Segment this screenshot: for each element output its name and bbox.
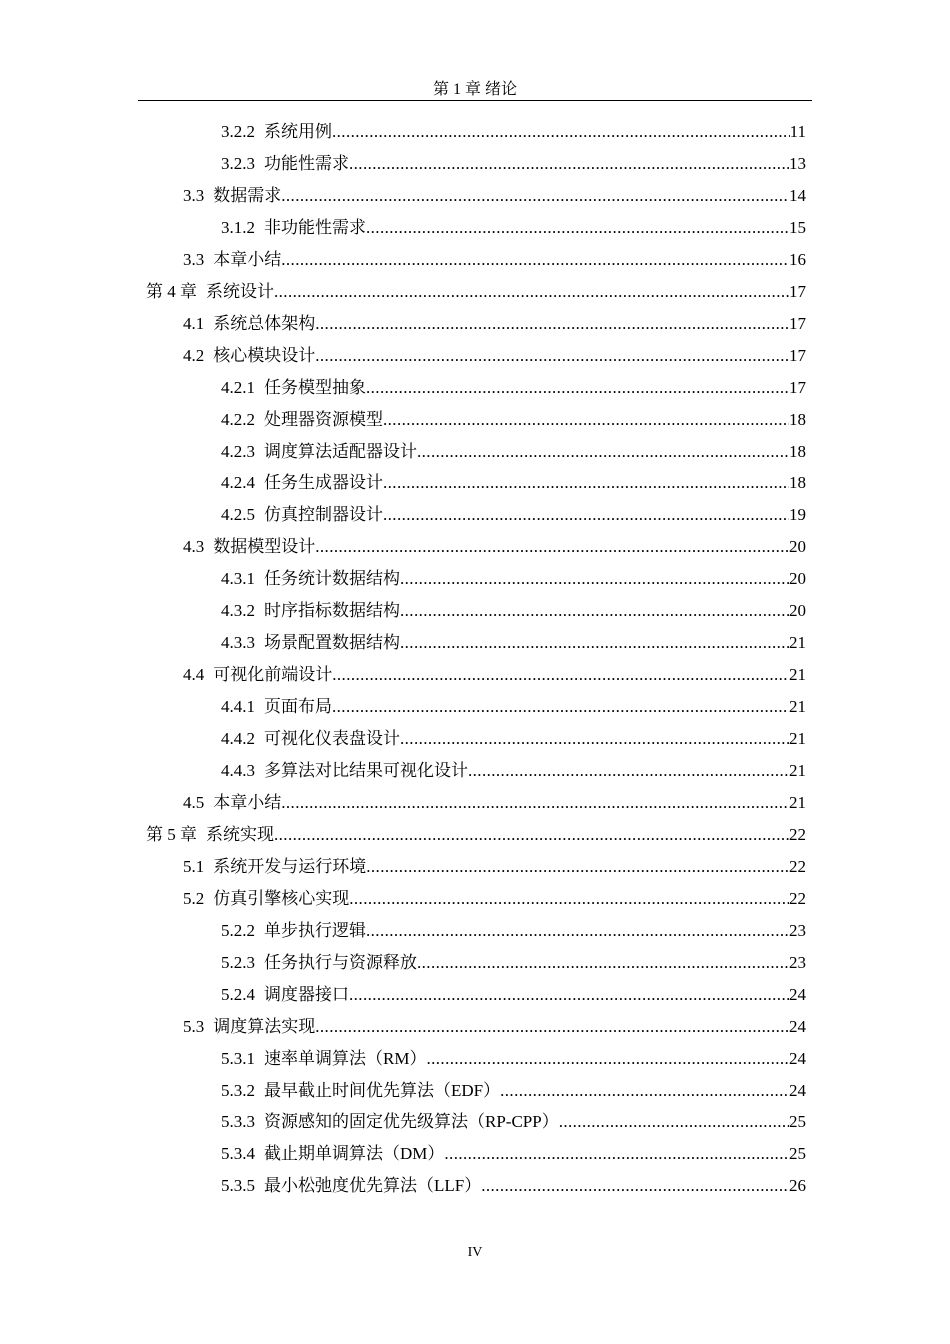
toc-entry-page: 25: [789, 1112, 806, 1132]
toc-entry[interactable]: [221, 915, 806, 947]
toc-dot-leader: [332, 116, 790, 148]
toc-dot-leader: [366, 212, 789, 244]
toc-entry-number: 4.4.1: [221, 697, 255, 717]
toc-dot-leader: [274, 819, 789, 851]
toc-entry[interactable]: [221, 947, 806, 979]
toc-dot-leader: [400, 723, 789, 755]
toc-entry-title: 功能性需求: [264, 153, 349, 173]
toc-entry-number: 4.3.1: [221, 569, 255, 589]
toc-entry[interactable]: [221, 116, 806, 148]
toc-entry[interactable]: [221, 1043, 806, 1075]
toc-entry-page: 21: [789, 761, 806, 780]
toc-entry-title: 系统总体架构: [213, 313, 316, 333]
toc-entry-page: 15: [789, 217, 806, 237]
toc-entry[interactable]: [221, 563, 806, 595]
toc-entry-page: 24: [789, 1016, 806, 1036]
toc-entry-title: 系统设计: [206, 281, 274, 301]
toc-dot-leader: [559, 1106, 789, 1138]
toc-entry[interactable]: [183, 851, 806, 883]
toc-entry-page: 21: [789, 697, 806, 717]
toc-entry[interactable]: [221, 979, 806, 1011]
toc-entry-page: 17: [789, 345, 806, 365]
toc-entry-number: 4.2.3: [221, 441, 255, 461]
toc-entry-page: 19: [789, 505, 806, 525]
toc-entry-number: 3.2.3: [221, 153, 255, 173]
toc-dot-leader: [444, 1138, 789, 1170]
toc-entry-number: 4.2.2: [221, 409, 255, 429]
toc-dot-leader: [315, 1011, 789, 1043]
toc-dot-leader: [400, 563, 789, 595]
toc-entry[interactable]: [221, 212, 806, 244]
toc-entry-title: 任务生成器设计: [264, 473, 383, 493]
toc-entry-number: 4.3: [183, 537, 205, 557]
toc-entry[interactable]: [183, 659, 806, 691]
toc-entry-title: 速率单调算法（RM）: [264, 1048, 427, 1068]
toc-entry[interactable]: [183, 244, 806, 276]
toc-entry-number: 第 5 章: [146, 824, 197, 844]
toc-dot-leader: [426, 1043, 789, 1075]
toc-entry-number: 5.3.2: [221, 1080, 255, 1100]
toc-entry-title: 调度算法实现: [213, 1016, 316, 1036]
toc-entry-number: 4.1: [183, 313, 205, 333]
toc-entry-page: 26: [789, 1176, 806, 1196]
toc-entry-page: 23: [789, 952, 806, 972]
toc-dot-leader: [332, 659, 789, 691]
toc-entry-page: 16: [789, 249, 806, 269]
toc-dot-leader: [315, 308, 789, 340]
toc-entry[interactable]: [221, 1106, 806, 1138]
toc-entry[interactable]: [221, 595, 806, 627]
toc-entry-page: 22: [789, 856, 806, 876]
toc-entry-title: 资源感知的固定优先级算法（RP-CPP）: [264, 1112, 559, 1132]
toc-entry[interactable]: [183, 787, 806, 819]
toc-dot-leader: [383, 404, 789, 436]
toc-entry-title: 最早截止时间优先算法（EDF）: [264, 1080, 501, 1100]
toc-entry-number: 4.2.1: [221, 377, 255, 397]
toc-entry-title: 非功能性需求: [264, 217, 366, 237]
toc-dot-leader: [417, 436, 789, 468]
toc-entry-title: 本章小结: [213, 792, 282, 812]
toc-dot-leader: [366, 851, 789, 883]
toc-dot-leader: [315, 531, 789, 563]
toc-entry-page: 22: [789, 888, 806, 908]
toc-dot-leader: [332, 691, 789, 723]
toc-entry-number: 3.2.2: [221, 122, 255, 141]
toc-entry-title: 任务模型抽象: [264, 377, 366, 397]
toc-entry-title: 调度器接口: [264, 984, 349, 1004]
toc-entry-number: 4.5: [183, 792, 205, 812]
toc-entry-title: 处理器资源模型: [264, 409, 383, 429]
toc-dot-leader: [366, 915, 789, 947]
toc-entry-page: 18: [789, 409, 806, 429]
toc-entry-number: 5.2.2: [221, 920, 255, 940]
toc-entry[interactable]: [183, 883, 806, 915]
toc-entry-number: 4.4.2: [221, 729, 255, 749]
toc-entry-title: 最小松弛度优先算法（LLF）: [264, 1176, 482, 1196]
toc-entry-page: 13: [789, 153, 806, 173]
toc-entry-number: 5.1: [183, 856, 205, 876]
toc-entry-number: 5.2.3: [221, 952, 255, 972]
toc-entry-title: 页面布局: [264, 697, 332, 717]
toc-entry-number: 5.3: [183, 1016, 205, 1036]
toc-entry-number: 4.4: [183, 665, 205, 685]
toc-entry-title: 可视化前端设计: [213, 665, 333, 685]
toc-entry[interactable]: [221, 1138, 806, 1170]
toc-entry-page: 24: [789, 1080, 806, 1100]
toc-entry-number: 3.1.2: [221, 217, 255, 237]
toc-entry-page: 18: [789, 441, 806, 461]
toc-entry-title: 时序指标数据结构: [264, 601, 400, 621]
toc-dot-leader: [349, 148, 789, 180]
toc-dot-leader: [500, 1075, 789, 1107]
toc-entry[interactable]: [221, 1075, 806, 1107]
toc-entry[interactable]: [183, 308, 806, 340]
toc-entry-page: 24: [789, 1048, 806, 1068]
toc-dot-leader: [281, 180, 789, 212]
toc-entry-number: 3.3: [183, 185, 205, 205]
toc-entry-page: 11: [789, 122, 806, 141]
toc-entry[interactable]: [221, 755, 806, 787]
toc-entry[interactable]: [221, 372, 806, 404]
toc-dot-leader: [383, 499, 789, 531]
running-header: 第 1 章 绪论: [432, 81, 517, 98]
toc-entry-page: 21: [789, 792, 806, 812]
toc-entry-page: 17: [789, 281, 806, 301]
toc-entry-title: 单步执行逻辑: [264, 920, 366, 940]
toc-dot-leader: [349, 883, 789, 915]
page-number: IV: [467, 1245, 483, 1260]
toc-entry-number: 4.3.2: [221, 601, 255, 621]
toc-entry-number: 4.2.5: [221, 505, 255, 525]
toc-entry[interactable]: [183, 340, 806, 372]
toc-entry-page: 17: [789, 313, 806, 333]
toc-entry[interactable]: [146, 276, 806, 308]
toc-entry-title: 系统实现: [206, 824, 274, 844]
header-rule: [138, 100, 812, 101]
toc-entry-number: 4.2.4: [221, 473, 255, 493]
toc-dot-leader: [281, 787, 789, 819]
toc-entry-title: 任务执行与资源释放: [264, 952, 417, 972]
toc-entry-page: 24: [789, 984, 806, 1004]
toc-dot-leader: [400, 595, 789, 627]
toc-dot-leader: [468, 755, 789, 787]
toc-dot-leader: [366, 372, 789, 404]
toc-entry-number: 5.3.5: [221, 1176, 255, 1196]
toc-entry-page: 23: [789, 920, 806, 940]
toc-entry-title: 任务统计数据结构: [264, 569, 400, 589]
toc-entry[interactable]: [221, 499, 806, 531]
toc-entry-page: 17: [789, 377, 806, 397]
toc-entry-page: 14: [789, 185, 806, 205]
toc-entry-page: 20: [789, 537, 806, 557]
toc-entry[interactable]: [221, 148, 806, 180]
toc-dot-leader: [400, 627, 789, 659]
toc-entry[interactable]: [183, 531, 806, 563]
toc-entry-number: 5.2.4: [221, 984, 255, 1004]
toc-dot-leader: [315, 340, 789, 372]
toc-entry-title: 仿真控制器设计: [264, 505, 383, 525]
toc-entry-title: 核心模块设计: [213, 345, 316, 365]
toc-entry-page: 22: [789, 824, 806, 844]
toc-entry-page: 21: [789, 665, 806, 685]
toc-entry-title: 多算法对比结果可视化设计: [264, 761, 468, 780]
toc-dot-leader: [349, 979, 789, 1011]
toc-entry[interactable]: [221, 467, 806, 499]
toc-entry-page: 20: [789, 601, 806, 621]
toc-entry[interactable]: [221, 627, 806, 659]
toc-entry[interactable]: [183, 180, 806, 212]
toc-entry-number: 第 4 章: [146, 281, 197, 301]
toc-entry-title: 调度算法适配器设计: [264, 441, 417, 461]
toc-entry-number: 4.4.3: [221, 761, 255, 780]
toc-dot-leader: [481, 1170, 789, 1202]
toc-entry-title: 可视化仪表盘设计: [264, 729, 400, 749]
toc-entry-title: 场景配置数据结构: [264, 633, 400, 653]
toc-dot-leader: [274, 276, 789, 308]
toc-entry-number: 5.3.1: [221, 1048, 255, 1068]
toc-entry-title: 仿真引擎核心实现: [213, 888, 350, 908]
toc-entry-number: 5.3.4: [221, 1144, 255, 1164]
toc-dot-leader: [383, 467, 789, 499]
toc-entry-page: 21: [789, 729, 806, 749]
toc-entry-number: 5.3.3: [221, 1112, 255, 1132]
toc-entry-page: 25: [789, 1144, 806, 1164]
toc-entry-page: 21: [789, 633, 806, 653]
toc-dot-leader: [281, 244, 789, 276]
toc-entry-title: 截止期单调算法（DM）: [264, 1144, 445, 1164]
toc-entry[interactable]: [221, 436, 806, 468]
toc-entry-number: 3.3: [183, 249, 205, 269]
toc-entry[interactable]: [221, 723, 806, 755]
toc-entry[interactable]: [146, 819, 806, 851]
toc-entry-title: 本章小结: [213, 249, 282, 269]
toc-entry-page: 20: [789, 569, 806, 589]
toc-entry[interactable]: [221, 1170, 806, 1202]
toc-entry-number: 4.3.3: [221, 633, 255, 653]
toc-entry-page: 18: [789, 473, 806, 493]
toc-entry[interactable]: [221, 404, 806, 436]
toc-entry[interactable]: [221, 691, 806, 723]
toc-entry[interactable]: [183, 1011, 806, 1043]
toc-entry-title: 系统开发与运行环境: [213, 856, 367, 876]
toc-dot-leader: [417, 947, 789, 979]
toc-entry-title: 数据模型设计: [213, 537, 316, 557]
toc-entry-title: 系统用例: [264, 122, 332, 141]
toc-entry-title: 数据需求: [213, 185, 282, 205]
toc-entry-number: 5.2: [183, 888, 205, 908]
toc-entry-number: 4.2: [183, 345, 205, 365]
